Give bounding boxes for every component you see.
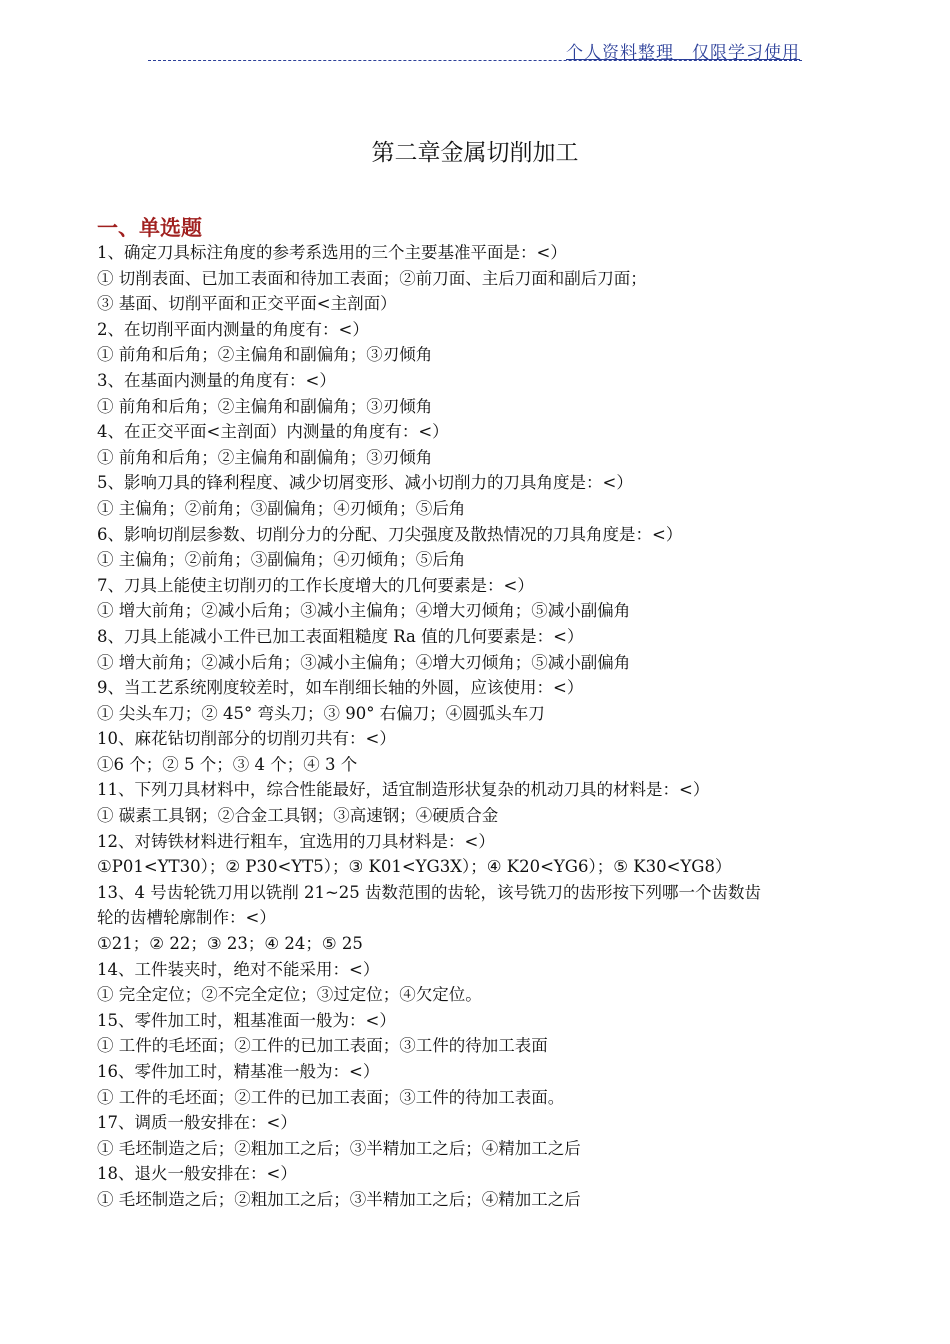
text-line: ①6 个；② 5 个；③ 4 个；④ 3 个 [97,754,358,774]
text-line: 14、工件装夹时，绝对不能采用：<） [97,959,380,979]
text-line: 17、调质一般安排在：<） [97,1113,297,1133]
text-line: 2、在切削平面内测量的角度有：<） [97,319,369,339]
text-line: ① 前角和后角；②主偏角和副偏角；③刃倾角 [97,447,433,467]
text-line: 9、当工艺系统刚度较差时，如车削细长轴的外圆，应该使用：<） [97,678,584,698]
page-header [148,36,802,61]
text-line: ① 碳素工具钢；②合金工具钢；③高速钢；④硬质合金 [97,806,499,826]
text-line: 7、刀具上能使主切削刃的工作长度增大的几何要素是：<） [97,575,534,595]
text-line: ① 完全定位；②不完全定位；③过定位；④欠定位。 [97,985,482,1005]
text-line: 6、影响切削层参数、切削分力的分配、刀尖强度及散热情况的刀具角度是：<） [97,524,683,544]
text-line: 12、对铸铁材料进行粗车，宜选用的刀具材料是：<） [97,831,495,851]
text-line: 3、在基面内测量的角度有：<） [97,370,336,390]
text-line: ① 前角和后角；②主偏角和副偏角；③刃倾角 [97,345,433,365]
text-line: ① 工件的毛坯面；②工件的已加工表面；③工件的待加工表面 [97,1036,548,1056]
text-line: ① 前角和后角；②主偏角和副偏角；③刃倾角 [97,396,433,416]
text-line: 10、麻花钻切削部分的切削刃共有：<） [97,729,396,749]
text-line: 13、4 号齿轮铣刀用以铣削 21~25 齿数范围的齿轮，该号铣刀的齿形按下列哪一个齿数齿 [97,882,762,902]
text-line: 4、在正交平面<主剖面）内测量的角度有：<） [97,422,449,442]
text-line: ① 主偏角；②前角；③副偏角；④刃倾角；⑤后角 [97,550,466,570]
text-line: ① 增大前角；②减小后角；③减小主偏角；④增大刃倾角；⑤减小副偏角 [97,601,631,621]
text-line: 18、退火一般安排在：<） [97,1164,297,1184]
text-line: ① 尖头车刀；② 45° 弯头刀；③ 90° 右偏刀；④圆弧头车刀 [97,703,545,723]
text-line: 5、影响刀具的锋利程度、减少切屑变形、减小切削力的刀具角度是：<） [97,473,633,493]
text-line: ① 工件的毛坯面；②工件的已加工表面；③工件的待加工表面。 [97,1087,565,1107]
text-line: ③ 基面、切削平面和正交平面<主剖面） [97,294,397,314]
text-line: ① 切削表面、已加工表面和待加工表面；②前刀面、主后刀面和副后刀面； [97,268,647,288]
question-list [97,240,847,1213]
text-line: 15、零件加工时，粗基准面一般为：<） [97,1010,396,1030]
text-line: ①21；② 22；③ 23；④ 24；⑤ 25 [97,934,363,954]
text-line: 8、刀具上能减小工件已加工表面粗糙度 Ra 值的几何要素是：<） [97,626,584,646]
text-line: ①P01<YT30）；② P30<YT5）；③ K01<YG3X）；④ K20<YG6）；⑤ K30<YG8） [97,857,732,877]
text-line: 1、确定刀具标注角度的参考系选用的三个主要基准平面是：<） [97,243,567,262]
text-line: ① 主偏角；②前角；③副偏角；④刃倾角；⑤后角 [97,498,466,518]
section-heading: 一、单选题 [97,215,202,240]
text-line: ① 毛坯制造之后；②粗加工之后；③半精加工之后；④精加工之后 [97,1138,581,1158]
chapter-title: 第二章金属切削加工 [371,140,579,166]
text-line: 轮的齿槽轮廓制作：<） [97,908,276,928]
text-line: ① 毛坯制造之后；②粗加工之后；③半精加工之后；④精加工之后 [97,1189,581,1209]
text-line: 16、零件加工时，精基准一般为：<） [97,1062,380,1081]
text-line: ① 增大前角；②减小后角；③减小主偏角；④增大刃倾角；⑤减小副偏角 [97,652,631,672]
header-note: 个人资料整理 仅限学习使用 [566,43,800,63]
text-line: 11、下列刀具材料中，综合性能最好，适宜制造形状复杂的机动刀具的材料是：<） [97,780,710,800]
